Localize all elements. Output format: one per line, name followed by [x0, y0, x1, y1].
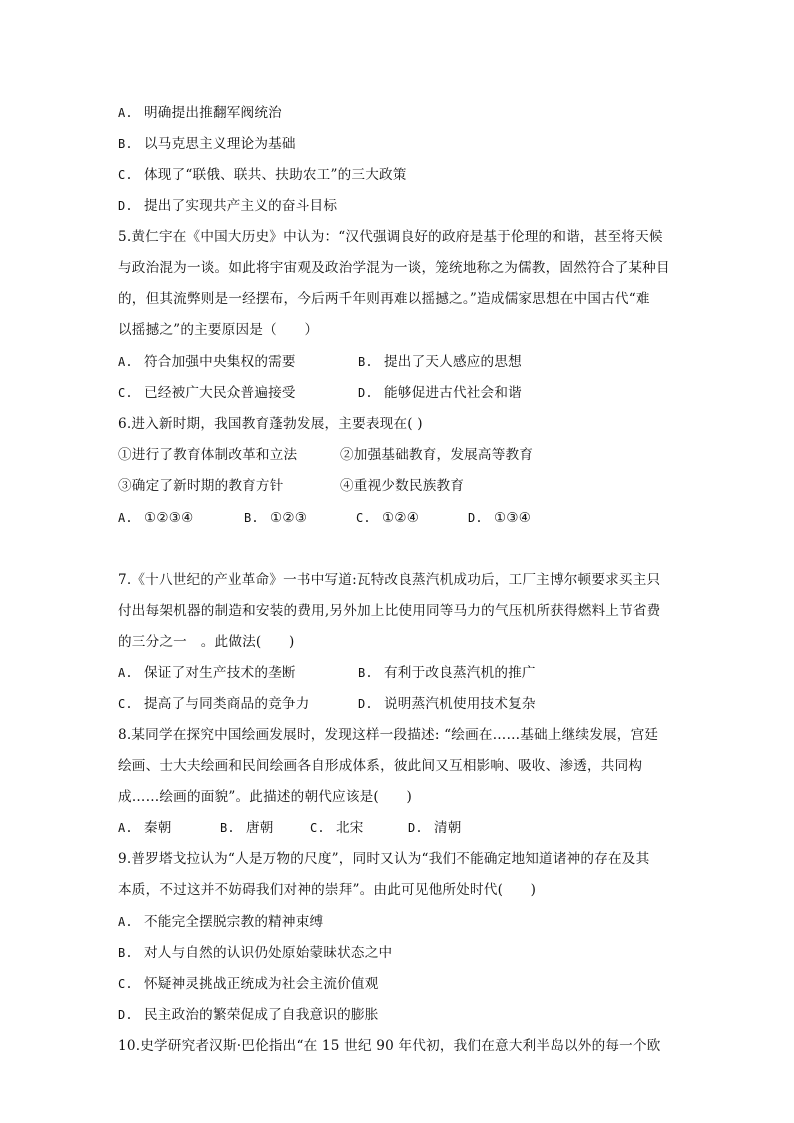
option-text: ①③④: [494, 510, 532, 526]
option-text: ①②④: [382, 510, 420, 526]
q7-options-row-1: [118, 663, 678, 683]
option-label: D.: [468, 511, 483, 525]
q4-option-b: [118, 134, 678, 154]
q4-option-a: [118, 103, 678, 123]
q6-option-b: [244, 508, 356, 528]
q7-stem-line: 的三分之一 。此做法( ): [118, 634, 295, 650]
option-label: B.: [244, 511, 259, 525]
q5-option-c: [118, 383, 358, 403]
option-text: 提高了与同类商品的竞争力: [144, 696, 310, 712]
q6-items-row-2: [118, 476, 678, 496]
option-text: 怀疑神灵挑战正统成为社会主流价值观: [144, 976, 379, 992]
q9-option-a: [118, 912, 678, 932]
q6-stem: 6.进入新时期，我国教育蓬勃发展，主要表现在( ): [118, 416, 423, 432]
q9-stem-line: 本质，不过这并不妨碍我们对神的崇拜”。由此可见他所处时代( ): [118, 882, 537, 898]
q6-items-row-1: [118, 445, 678, 465]
q7-option-c: [118, 694, 358, 714]
q5-stem-line: 以摇撼之”的主要原因是（ ）: [118, 322, 319, 338]
option-label: D.: [118, 1008, 133, 1022]
option-label: B.: [118, 946, 133, 960]
q9-option-c: [118, 974, 678, 994]
q6-option-a: [118, 508, 244, 528]
option-label: D.: [408, 821, 423, 835]
q6-option-d: [468, 508, 531, 528]
option-label: A.: [118, 915, 133, 929]
q8-stem-line: 成……绘画的面貌”。此描述的朝代应该是( ): [118, 789, 413, 805]
q5-option-d: [358, 383, 522, 403]
option-label: A.: [118, 821, 133, 835]
q10-stem-line: 10.史学研究者汉斯·巴伦指出“在 15 世纪 90 年代初，我们在意大利半岛以外的每一个欧: [118, 1038, 661, 1054]
q8-stem-line: 绘画、士大夫绘画和民间绘画各自形成体系，彼此间又互相影响、吸收、渗透，共同构: [118, 758, 643, 774]
option-label: D.: [118, 199, 133, 213]
q5-option-a: [118, 352, 358, 372]
q8-option-d: [408, 818, 462, 838]
q5-stem-line: 的，但其流弊则是一经摆布，今后两千年则再难以摇撼之。”造成儒家思想在中国古代“难: [118, 291, 650, 307]
q7-stem-line: 付出每架机器的制造和安装的费用,另外加上比使用同等马力的气压机所获得燃料上节省费: [118, 603, 661, 619]
option-label: B.: [118, 137, 133, 151]
option-text: ①②③: [270, 510, 308, 526]
q6-item-2: ②加强基础教育，发展高等教育: [340, 447, 534, 463]
q6-item-4: ④重视少数民族教育: [340, 478, 465, 494]
option-label: C.: [356, 511, 371, 525]
option-label: B.: [358, 355, 373, 369]
q5-options-row-2: [118, 383, 678, 403]
option-text: 民主政治的繁荣促成了自我意识的膨胀: [144, 1007, 379, 1023]
option-text: 提出了天人感应的思想: [384, 354, 522, 370]
q7-option-d: [358, 694, 536, 714]
q7-option-a: [118, 663, 358, 683]
option-text: 唐朝: [246, 820, 274, 836]
option-text: 秦朝: [144, 820, 172, 836]
option-label: C.: [310, 821, 325, 835]
option-text: 已经被广大民众普遍接受: [144, 385, 296, 401]
option-label: A.: [118, 355, 133, 369]
q8-stem-line: 8.某同学在探究中国绘画发展时，发现这样一段描述: “绘画在……基础上继续发展，宫廷: [118, 727, 659, 743]
option-label: A.: [118, 666, 133, 680]
q6-item-3: ③确定了新时期的教育方针: [118, 478, 284, 494]
q8-option-a: [118, 818, 220, 838]
option-text: 清朝: [434, 820, 462, 836]
option-text: 保证了对生产技术的垄断: [144, 665, 296, 681]
option-text: 不能完全摆脱宗教的精神束缚: [144, 914, 324, 930]
option-label: A.: [118, 511, 133, 525]
option-text: 提出了实现共产主义的奋斗目标: [144, 198, 338, 214]
q4-option-d: [118, 196, 678, 216]
option-label: C.: [118, 386, 133, 400]
option-label: C.: [118, 697, 133, 711]
option-text: 以马克思主义理论为基础: [144, 136, 296, 152]
q7-options-row-2: [118, 694, 678, 714]
q5-stem-line: 5.黄仁宇在《中国大历史》中认为：“汉代强调良好的政府是基于伦理的和谐，甚至将天候: [118, 229, 663, 245]
option-label: C.: [118, 168, 133, 182]
option-text: 体现了“联俄、联共、扶助农工”的三大政策: [144, 167, 407, 183]
q7-option-b: [358, 663, 536, 683]
option-text: 明确提出推翻军阀统治: [144, 105, 282, 121]
option-text: 对人与自然的认识仍处原始蒙昧状态之中: [144, 945, 393, 961]
q6-options-row: [118, 508, 678, 528]
q8-options-row: [118, 818, 678, 838]
option-label: C.: [118, 977, 133, 991]
q6-item-1: ①进行了教育体制改革和立法: [118, 447, 298, 463]
q8-option-b: [220, 818, 310, 838]
option-text: ①②③④: [144, 510, 194, 526]
q9-stem-line: 9.普罗塔戈拉认为“人是万物的尺度”，同时又认为“我们不能确定地知道诸神的存在及其: [118, 851, 650, 867]
option-text: 符合加强中央集权的需要: [144, 354, 296, 370]
q5-stem-line: 与政治混为一谈。如此将宇宙观及政治学混为一谈，笼统地称之为儒教，固然符合了某种目: [118, 260, 670, 276]
option-text: 有利于改良蒸汽机的推广: [384, 665, 536, 681]
q8-option-c: [310, 818, 408, 838]
q4-option-c: [118, 165, 678, 185]
option-label: B.: [220, 821, 235, 835]
option-label: B.: [358, 666, 373, 680]
q7-stem-line: 7.《十八世纪的产业革命》一书中写道:瓦特改良蒸汽机成功后，工厂主博尔顿要求买主只: [118, 572, 661, 588]
q5-option-b: [358, 352, 522, 372]
option-text: 说明蒸汽机使用技术复杂: [384, 696, 536, 712]
option-label: D.: [358, 386, 373, 400]
option-label: A.: [118, 106, 133, 120]
option-text: 能够促进古代社会和谐: [384, 385, 522, 401]
q6-option-c: [356, 508, 468, 528]
q5-options-row-1: [118, 352, 678, 372]
q9-option-d: [118, 1005, 678, 1025]
q9-option-b: [118, 943, 678, 963]
option-text: 北宋: [336, 820, 364, 836]
option-label: D.: [358, 697, 373, 711]
